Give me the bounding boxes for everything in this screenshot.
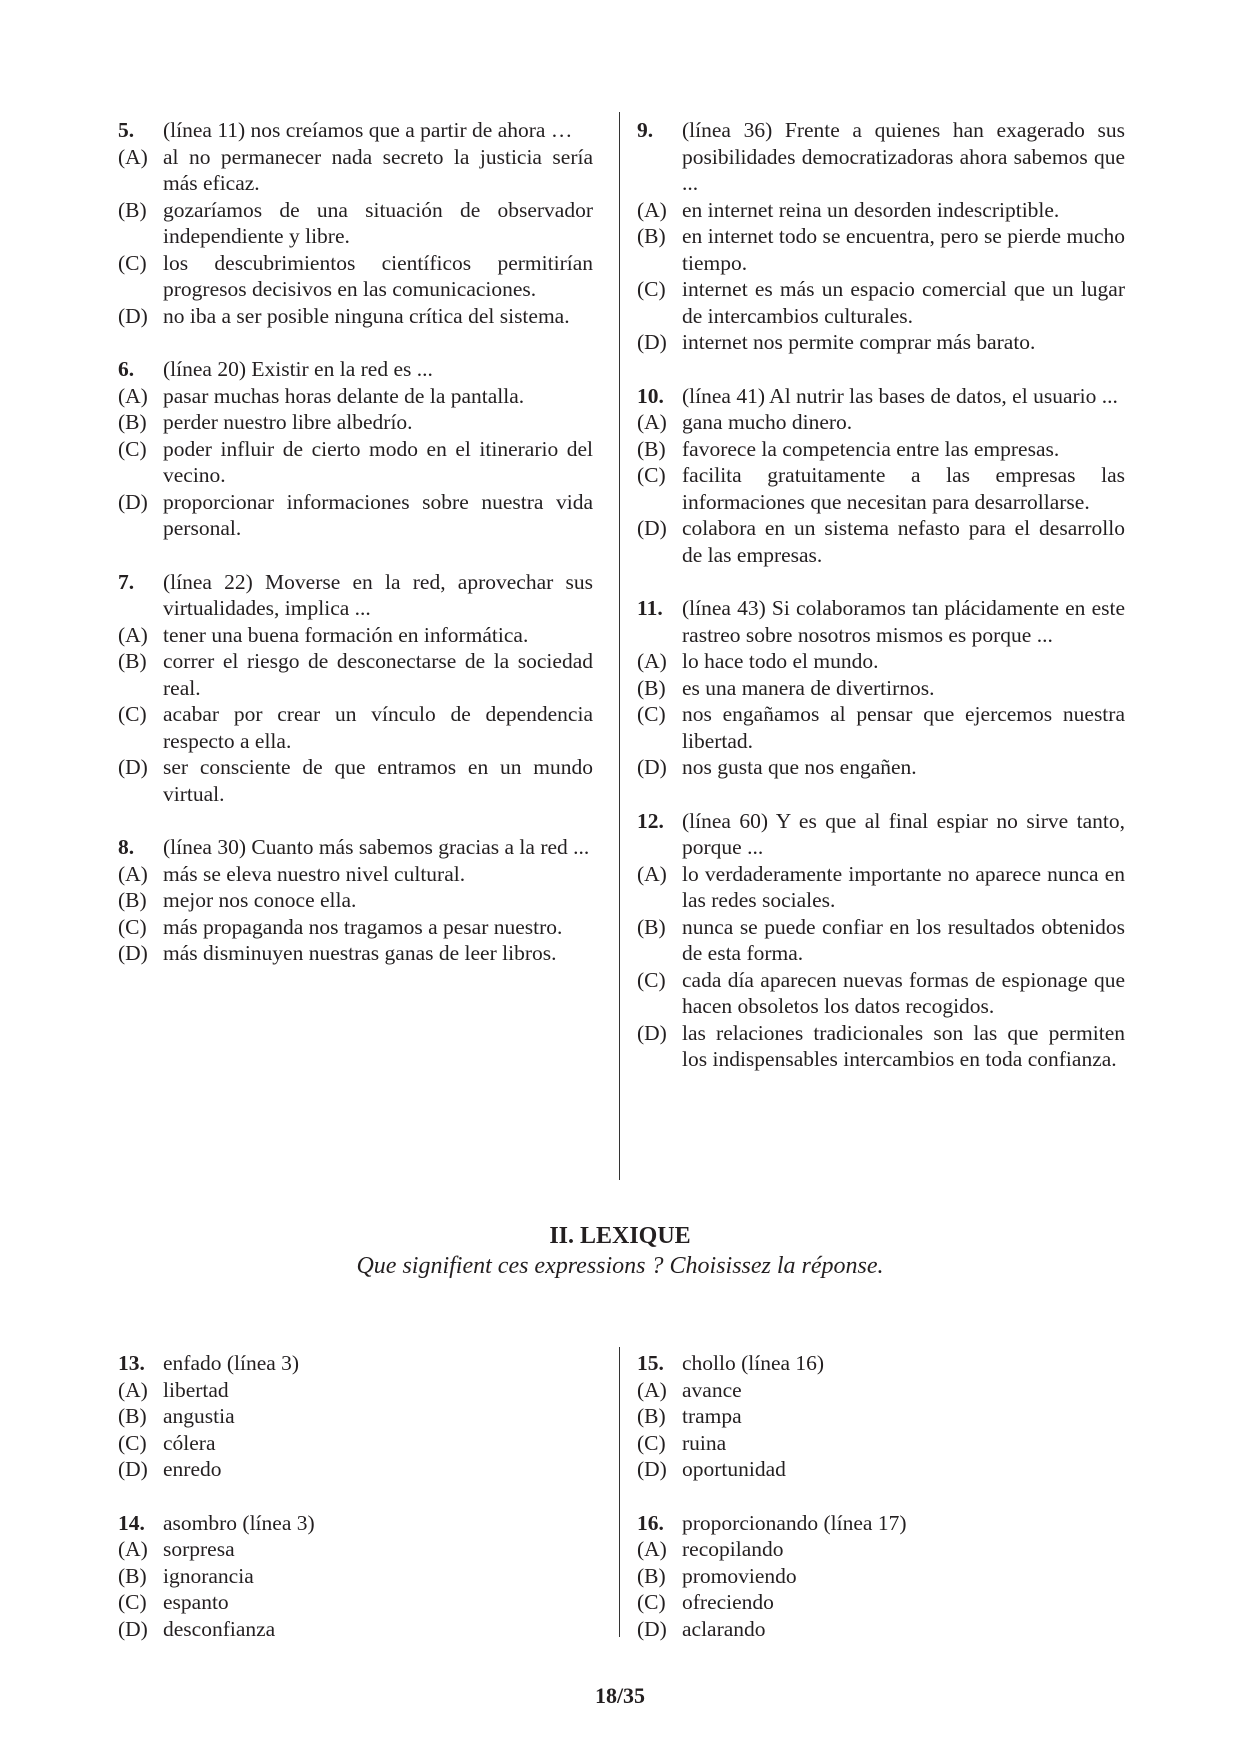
option-b — [118, 648, 593, 701]
option-d — [637, 329, 1125, 356]
option-label: (C) — [118, 1590, 147, 1614]
option-text: avance — [682, 1377, 742, 1402]
option-label: (D) — [118, 1457, 148, 1481]
option-label: (B) — [637, 224, 666, 248]
option-a — [118, 144, 593, 197]
question-9 — [637, 117, 1125, 356]
option-b — [637, 1403, 1125, 1430]
question-stem: (línea 20) Existir en la red es ... — [163, 357, 433, 381]
option-text: internet nos permite comprar más barato. — [682, 330, 1036, 354]
question-10 — [637, 383, 1125, 569]
option-label: (B) — [118, 197, 147, 222]
option-label: (A) — [637, 197, 667, 222]
option-label: (B) — [637, 1404, 666, 1428]
option-c — [637, 1589, 1125, 1616]
option-text: más disminuyen nuestras ganas de leer libros. — [163, 941, 557, 965]
option-label: (D) — [637, 516, 667, 540]
option-d — [637, 1020, 1125, 1073]
question-number: 11. — [637, 596, 663, 620]
option-text: gozaríamos de una situación de observador independiente y libre. — [163, 197, 593, 248]
option-text: en internet todo se encuentra, pero se pierde mucho tiempo. — [682, 224, 1125, 275]
option-label: (D) — [118, 489, 148, 514]
option-text: trampa — [682, 1404, 742, 1428]
question-number: 14. — [118, 1510, 145, 1535]
option-label: (A) — [118, 1537, 148, 1561]
option-c — [118, 1430, 593, 1457]
option-text: desconfianza — [163, 1616, 276, 1641]
option-text: internet es más un espacio comercial que un lugar de intercambios culturales. — [682, 277, 1125, 328]
option-text: ruina — [682, 1430, 727, 1455]
option-label: (D) — [118, 1616, 148, 1641]
option-text: nos engañamos al pensar que ejercemos nuestra libertad. — [682, 702, 1125, 753]
question-stem: proporcionando (línea 17) — [682, 1510, 907, 1535]
option-a — [637, 648, 1125, 675]
option-a — [637, 409, 1125, 436]
question-15 — [637, 1350, 1125, 1483]
option-text: pasar muchas horas delante de la pantalla. — [163, 383, 525, 408]
option-text: gana mucho dinero. — [682, 410, 853, 434]
option-text: sorpresa — [163, 1537, 235, 1561]
option-d — [637, 1616, 1125, 1643]
option-b — [637, 436, 1125, 463]
page-number: 18/35 — [594, 1683, 646, 1708]
option-a — [637, 861, 1125, 914]
question-stem: (línea 60) Y es que al final espiar no sirve tanto, porque ... — [682, 808, 1125, 859]
option-label: (D) — [118, 303, 148, 328]
option-label: (B) — [637, 914, 666, 939]
option-a — [118, 1377, 593, 1404]
option-label: (A) — [637, 1377, 667, 1402]
question-stem: (línea 43) Si colaboramos tan plácidamente en este rastreo sobre nosotros mismos es porque ... — [682, 596, 1125, 647]
option-c — [637, 462, 1125, 515]
option-c — [637, 967, 1125, 1020]
question-stem: (línea 11) nos creíamos que a partir de ahora … — [163, 118, 573, 142]
option-text: cólera — [163, 1430, 216, 1455]
option-label: (C) — [637, 277, 666, 301]
question-7 — [118, 569, 593, 808]
option-label: (A) — [118, 144, 148, 169]
option-b — [118, 409, 593, 436]
option-label: (A) — [637, 649, 667, 673]
question-number: 15. — [637, 1351, 664, 1375]
option-label: (B) — [118, 410, 147, 434]
option-c — [118, 914, 593, 941]
option-label: (A) — [118, 383, 148, 408]
option-label: (A) — [637, 861, 667, 886]
option-a — [118, 861, 593, 888]
question-14 — [118, 1510, 593, 1643]
question-number: 9. — [637, 118, 654, 142]
option-label: (D) — [637, 1020, 667, 1045]
option-text: espanto — [163, 1590, 229, 1614]
option-a — [118, 1536, 593, 1563]
question-13 — [118, 1350, 593, 1483]
option-a — [118, 622, 593, 649]
option-text: acabar por crear un vínculo de dependencia respecto a ella. — [163, 702, 593, 753]
option-text: es una manera de divertirnos. — [682, 675, 935, 700]
option-label: (C) — [637, 463, 666, 487]
option-label: (D) — [637, 1457, 667, 1481]
lexique-left-column — [118, 1350, 593, 1669]
option-label: (A) — [637, 1537, 667, 1561]
option-text: nunca se puede confiar en los resultados obtenidos de esta forma. — [682, 914, 1125, 965]
option-d — [118, 489, 593, 542]
option-text: cada día aparecen nuevas formas de espionage que hacen obsoletos los datos recogidos. — [682, 967, 1125, 1018]
option-text: en internet reina un desorden indescriptible. — [682, 197, 1060, 222]
option-text: más se eleva nuestro nivel cultural. — [163, 861, 466, 886]
option-text: las relaciones tradicionales son las que permiten los indispensables intercambios en toda confianza. — [682, 1020, 1125, 1071]
question-number: 16. — [637, 1510, 664, 1535]
option-d — [637, 754, 1125, 781]
question-stem: asombro (línea 3) — [163, 1510, 315, 1535]
option-text: tener una buena formación en informática. — [163, 622, 529, 647]
question-11 — [637, 595, 1125, 781]
question-16 — [637, 1510, 1125, 1643]
option-text: lo hace todo el mundo. — [682, 649, 879, 673]
lexique-right-column — [637, 1350, 1125, 1669]
option-d — [118, 1616, 593, 1643]
option-text: favorece la competencia entre las empresas. — [682, 436, 1060, 461]
option-b — [118, 1563, 593, 1590]
option-text: nos gusta que nos engañen. — [682, 755, 917, 779]
option-text: ignorancia — [163, 1563, 254, 1588]
question-stem: chollo (línea 16) — [682, 1351, 825, 1375]
option-label: (D) — [118, 941, 148, 965]
question-number: 10. — [637, 383, 664, 408]
question-5 — [118, 117, 593, 329]
option-text: angustia — [163, 1404, 235, 1428]
option-b — [637, 1563, 1125, 1590]
option-b — [637, 223, 1125, 276]
option-text: facilita gratuitamente a las empresas las informaciones que necesitan para desarrollarse. — [682, 463, 1125, 514]
option-label: (B) — [118, 1563, 147, 1588]
option-text: aclarando — [682, 1616, 766, 1641]
option-label: (C) — [118, 250, 147, 275]
option-text: ofreciendo — [682, 1590, 774, 1614]
option-label: (A) — [118, 622, 148, 647]
option-b — [637, 675, 1125, 702]
option-label: (B) — [637, 1563, 666, 1588]
column-divider — [619, 112, 620, 1180]
option-text: los descubrimientos científicos permitirían progresos decisivos en las comunicaciones. — [163, 250, 593, 301]
questions-right-column — [637, 117, 1125, 1100]
option-label: (C) — [118, 702, 147, 726]
question-number: 7. — [118, 569, 135, 594]
option-c — [637, 1430, 1125, 1457]
question-stem: (línea 36) Frente a quienes han exagerado sus posibilidades democratizadoras ahora sabemos que ... — [682, 118, 1125, 195]
option-text: recopilando — [682, 1537, 784, 1561]
option-label: (C) — [118, 914, 147, 939]
option-label: (D) — [118, 755, 148, 779]
option-text: poder influir de cierto modo en el itinerario del vecino. — [163, 436, 593, 487]
option-text: enredo — [163, 1457, 222, 1481]
column-divider — [619, 1347, 620, 1637]
question-number: 12. — [637, 808, 664, 833]
question-number: 6. — [118, 357, 135, 381]
question-number: 8. — [118, 835, 135, 859]
option-c — [118, 436, 593, 489]
option-c — [118, 701, 593, 754]
option-text: colabora en un sistema nefasto para el desarrollo de las empresas. — [682, 516, 1125, 567]
option-a — [637, 1377, 1125, 1404]
option-label: (D) — [637, 1616, 667, 1641]
question-6 — [118, 356, 593, 542]
option-a — [118, 383, 593, 410]
option-b — [637, 914, 1125, 967]
option-a — [637, 1536, 1125, 1563]
option-d — [118, 303, 593, 330]
option-label: (A) — [637, 410, 667, 434]
option-text: libertad — [163, 1377, 229, 1402]
questions-left-column — [118, 117, 593, 994]
option-d — [637, 515, 1125, 568]
option-label: (A) — [118, 1377, 148, 1402]
question-12 — [637, 808, 1125, 1073]
question-8 — [118, 834, 593, 967]
option-c — [637, 701, 1125, 754]
option-text: proporcionar informaciones sobre nuestra vida personal. — [163, 489, 593, 540]
question-stem: (línea 22) Moverse en la red, aprovechar sus virtualidades, implica ... — [163, 569, 593, 620]
option-label: (C) — [637, 1590, 666, 1614]
option-label: (C) — [637, 967, 666, 992]
question-number: 5. — [118, 118, 135, 142]
option-label: (B) — [118, 649, 147, 673]
option-text: más propaganda nos tragamos a pesar nuestro. — [163, 914, 563, 939]
option-b — [118, 887, 593, 914]
option-label: (B) — [118, 1404, 147, 1428]
question-stem: (línea 30) Cuanto más sabemos gracias a la red ... — [163, 835, 590, 859]
section-title: II. LEXIQUE — [549, 1223, 691, 1249]
option-b — [118, 197, 593, 250]
question-stem: enfado (línea 3) — [163, 1351, 300, 1375]
option-text: mejor nos conoce ella. — [163, 888, 357, 912]
option-d — [118, 940, 593, 967]
option-d — [118, 1456, 593, 1483]
option-b — [118, 1403, 593, 1430]
option-label: (A) — [118, 861, 148, 886]
option-a — [637, 197, 1125, 224]
option-text: ser consciente de que entramos en un mundo virtual. — [163, 755, 593, 806]
option-d — [637, 1456, 1125, 1483]
option-label: (B) — [637, 675, 666, 700]
option-c — [118, 250, 593, 303]
option-text: oportunidad — [682, 1457, 786, 1481]
option-label: (D) — [637, 755, 667, 779]
option-c — [637, 276, 1125, 329]
option-label: (B) — [637, 436, 666, 461]
option-c — [118, 1589, 593, 1616]
option-text: promoviendo — [682, 1563, 797, 1588]
option-text: correr el riesgo de desconectarse de la sociedad real. — [163, 649, 593, 700]
option-label: (B) — [118, 888, 147, 912]
section-subtitle: Que signifient ces expressions ? Choisissez la réponse. — [356, 1253, 884, 1279]
option-text: perder nuestro libre albedrío. — [163, 410, 413, 434]
option-label: (C) — [118, 436, 147, 461]
option-text: no iba a ser posible ninguna crítica del sistema. — [163, 303, 570, 328]
question-number: 13. — [118, 1351, 145, 1375]
option-text: lo verdaderamente importante no aparece nunca en las redes sociales. — [682, 861, 1125, 912]
option-label: (C) — [118, 1430, 147, 1455]
option-text: al no permanecer nada secreto la justicia sería más eficaz. — [163, 144, 593, 195]
option-label: (D) — [637, 330, 667, 354]
question-stem: (línea 41) Al nutrir las bases de datos, el usuario ... — [682, 383, 1118, 408]
option-d — [118, 754, 593, 807]
option-label: (C) — [637, 1430, 666, 1455]
option-label: (C) — [637, 702, 666, 726]
